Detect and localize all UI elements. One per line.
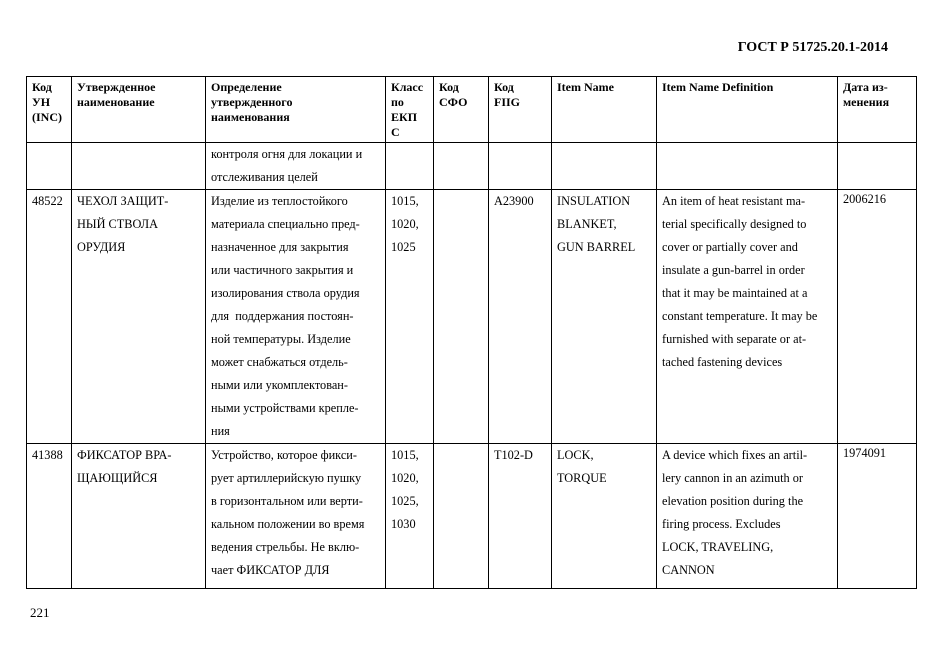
sfo-cell bbox=[434, 444, 489, 589]
class-cell: 1015, 1020, 1025, 1030 bbox=[386, 444, 434, 589]
col-class: Класс по ЕКП С bbox=[386, 77, 434, 143]
inc-cell: 41388 bbox=[27, 444, 72, 589]
class-cell: 1015, 1020, 1025 bbox=[386, 190, 434, 444]
sfo-cell bbox=[434, 190, 489, 444]
table-row bbox=[27, 190, 917, 444]
col-item-name-definition: Item Name Definition bbox=[657, 77, 838, 143]
col-change-date: Дата из- менения bbox=[838, 77, 917, 143]
item-definition-cell: An item of heat resistant ma- terial specifically designed to cover or partially cover and insulate a gun-barrel in order that it may be maintained at a constant temperature. It may be furnished with separate or at- tached fastening devices bbox=[657, 190, 838, 444]
name-cell: ЧЕХОЛ ЗАЩИТ- НЫЙ СТВОЛА ОРУДИЯ bbox=[72, 190, 206, 444]
nomenclature-table bbox=[26, 76, 917, 589]
col-item-name: Item Name bbox=[552, 77, 657, 143]
definition-cell: Устройство, которое фикси- рует артиллерийскую пушку в горизонтальном или верти- кальном положении во время ведения стрельбы. Не вклю- чает ФИКСАТОР ДЛЯ bbox=[206, 444, 386, 589]
document-header: ГОСТ Р 51725.20.1-2014 bbox=[737, 40, 888, 55]
header-row bbox=[27, 77, 917, 143]
col-sfo: Код СФО bbox=[434, 77, 489, 143]
fiig-cell: A23900 bbox=[489, 190, 552, 444]
col-inc: Код УН (INC) bbox=[27, 77, 72, 143]
inc-cell: 48522 bbox=[27, 190, 72, 444]
item-name-cell: INSULATION BLANKET, GUN BARREL bbox=[552, 190, 657, 444]
continuation-row bbox=[27, 143, 917, 190]
item-name-cell: LOCK, TORQUE bbox=[552, 444, 657, 589]
date-cell: 1974091 bbox=[838, 444, 917, 589]
col-definition: Определение утвержденного наименования bbox=[206, 77, 386, 143]
table-row bbox=[27, 444, 917, 589]
page-number: 221 bbox=[30, 605, 50, 620]
col-fiig: Код FIIG bbox=[489, 77, 552, 143]
name-cell: ФИКСАТОР ВРА- ЩАЮЩИЙСЯ bbox=[72, 444, 206, 589]
fiig-cell: T102-D bbox=[489, 444, 552, 589]
definition-cell: Изделие из теплостойкого материала специально пред- назначенное для закрытия или частичного закрытия и изолирования ствола орудия для поддержания постоян- ной температуры. Изделие может снабжаться отдель- ными или укомплектован- ными устройствами крепле- ния bbox=[206, 190, 386, 444]
definition-cell: контроля огня для локации и отслеживания целей bbox=[206, 143, 386, 190]
item-definition-cell: A device which fixes an artil- lery cannon in an azimuth or elevation position during the firing process. Excludes LOCK, TRAVELING, CANNON bbox=[657, 444, 838, 589]
col-approved-name: Утвержденное наименование bbox=[72, 77, 206, 143]
date-cell: 2006216 bbox=[838, 190, 917, 444]
